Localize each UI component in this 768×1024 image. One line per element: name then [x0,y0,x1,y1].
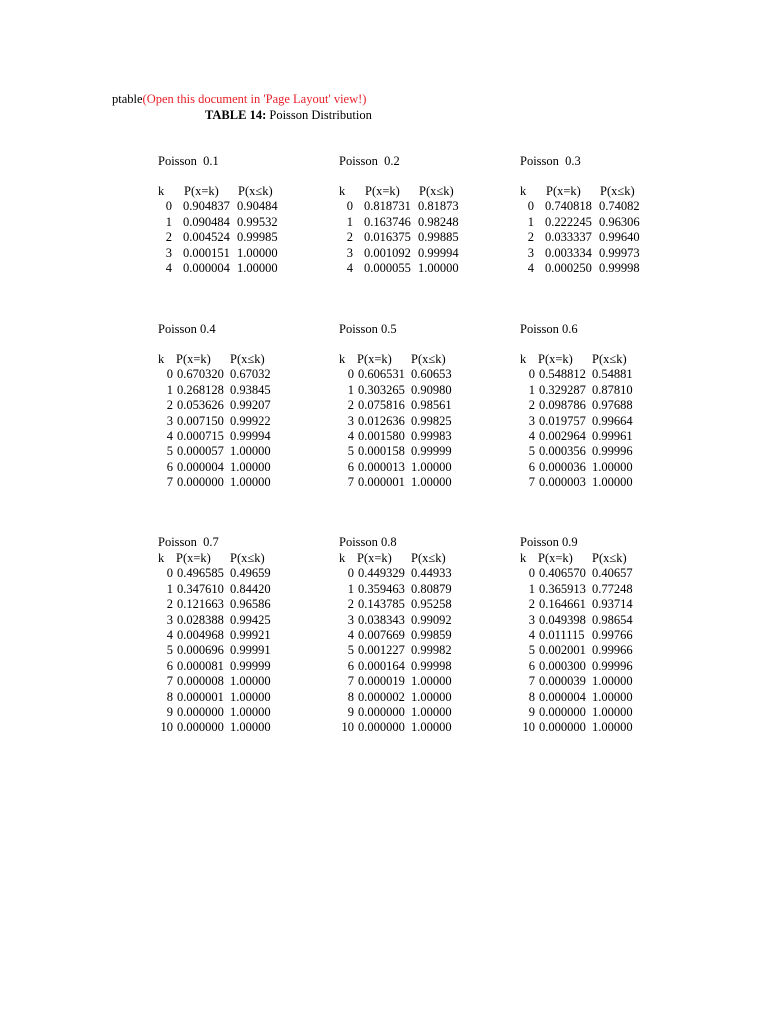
cell-cdf: 1.00000 [418,260,459,275]
cell-pmf: 0.033337 [545,230,592,245]
cell-pmf: 0.090484 [183,214,230,229]
block-title: Poisson 0.2 [339,154,400,168]
cell-pmf: 0.075816 [358,398,405,413]
cell-pmf: 0.002001 [539,643,586,658]
block-title: Poisson 0.6 [520,322,578,336]
cell-pmf: 0.818731 [364,199,411,214]
cell-pmf: 0.000013 [358,459,405,474]
cell-k: 1 [346,214,353,229]
cell-k: 4 [347,627,354,642]
cell-cdf: 1.00000 [411,704,452,719]
cell-k: 1 [165,214,172,229]
cell-k: 0 [346,199,353,214]
cell-k: 6 [528,459,535,474]
cell-k: 10 [522,720,535,735]
cell-cdf: 0.99973 [599,245,640,260]
cell-k: 3 [347,612,354,627]
cell-k: 9 [347,704,354,719]
cell-k: 7 [166,475,173,490]
cell-k: 5 [166,643,173,658]
cell-pmf: 0.004968 [177,627,224,642]
col-header-k: k [158,184,165,198]
cell-k: 3 [166,413,173,428]
cell-cdf: 1.00000 [230,689,271,704]
cell-cdf: 0.99885 [418,230,459,245]
cell-k: 10 [341,720,354,735]
col-header-pmf: P(x=k) [546,184,581,198]
cell-cdf: 0.99922 [230,413,271,428]
table-name: Poisson Distribution [266,108,372,122]
cell-pmf: 0.000039 [539,674,586,689]
cell-pmf: 0.000164 [358,658,405,673]
cell-pmf: 0.000696 [177,643,224,658]
cell-pmf: 0.003334 [545,245,592,260]
cell-k: 9 [166,704,173,719]
cell-cdf: 1.00000 [230,704,271,719]
cell-k: 7 [528,475,535,490]
cell-k: 3 [528,413,535,428]
cell-k: 4 [166,428,173,443]
col-header-cdf: P(x≤k) [592,551,627,565]
cell-k: 1 [527,214,534,229]
cell-cdf: 0.93845 [230,382,271,397]
cell-pmf: 0.004524 [183,230,230,245]
col-header-k: k [158,551,165,565]
cell-cdf: 1.00000 [411,674,452,689]
cell-k: 4 [166,627,173,642]
cell-cdf: 0.49659 [230,566,271,581]
cell-cdf: 1.00000 [411,459,452,474]
cell-pmf: 0.000057 [177,444,224,459]
cell-cdf: 0.99966 [592,643,633,658]
cell-k: 0 [347,566,354,581]
cell-cdf: 0.99825 [411,413,452,428]
cell-k: 0 [528,566,535,581]
block-title: Poisson 0.4 [158,322,216,336]
cell-k: 5 [347,643,354,658]
cell-cdf: 0.98248 [418,214,459,229]
cell-cdf: 0.99766 [592,627,633,642]
cell-pmf: 0.000004 [177,459,224,474]
cell-cdf: 1.00000 [592,674,633,689]
cell-pmf: 0.038343 [358,612,405,627]
cell-k: 4 [528,428,535,443]
cell-k: 2 [347,398,354,413]
document-header [112,92,366,107]
cell-cdf: 0.84420 [230,581,271,596]
col-header-pmf: P(x=k) [365,184,400,198]
cell-pmf: 0.000158 [358,444,405,459]
cell-pmf: 0.000000 [539,720,586,735]
cell-cdf: 0.95258 [411,597,452,612]
cell-pmf: 0.365913 [539,581,586,596]
block-title: Poisson 0.9 [520,535,578,549]
cell-k: 0 [347,367,354,382]
cell-pmf: 0.904837 [183,199,230,214]
col-header-pmf: P(x=k) [184,184,219,198]
cell-cdf: 0.99996 [592,658,633,673]
cell-pmf: 0.606531 [358,367,405,382]
cell-cdf: 0.99994 [418,245,459,260]
cell-pmf: 0.001092 [364,245,411,260]
cell-k: 7 [528,674,535,689]
cell-k: 2 [165,230,172,245]
col-header-k: k [339,184,346,198]
cell-cdf: 1.00000 [592,475,633,490]
cell-pmf: 0.268128 [177,382,224,397]
cell-pmf: 0.000356 [539,444,586,459]
cell-pmf: 0.007669 [358,627,405,642]
cell-pmf: 0.303265 [358,382,405,397]
cell-pmf: 0.053626 [177,398,224,413]
cell-k: 6 [347,459,354,474]
cell-k: 8 [347,689,354,704]
col-header-cdf: P(x≤k) [592,352,627,366]
cell-cdf: 1.00000 [230,459,271,474]
cell-k: 2 [166,597,173,612]
col-header-cdf: P(x≤k) [419,184,454,198]
cell-pmf: 0.001580 [358,428,405,443]
cell-pmf: 0.000003 [539,475,586,490]
cell-pmf: 0.000000 [177,475,224,490]
cell-pmf: 0.011115 [539,627,585,642]
cell-cdf: 1.00000 [230,444,271,459]
block-title: Poisson 0.8 [339,535,397,549]
block-title: Poisson 0.7 [158,535,219,549]
cell-k: 0 [165,199,172,214]
cell-cdf: 1.00000 [230,720,271,735]
cell-k: 5 [166,444,173,459]
cell-cdf: 0.81873 [418,199,459,214]
cell-k: 0 [527,199,534,214]
cell-k: 1 [166,581,173,596]
col-header-cdf: P(x≤k) [411,352,446,366]
cell-k: 10 [160,720,173,735]
cell-pmf: 0.496585 [177,566,224,581]
cell-k: 3 [165,245,172,260]
cell-k: 6 [166,459,173,474]
cell-pmf: 0.007150 [177,413,224,428]
block-title: Poisson 0.1 [158,154,219,168]
cell-cdf: 0.90484 [237,199,278,214]
cell-k: 4 [165,260,172,275]
cell-cdf: 0.99207 [230,398,271,413]
cell-pmf: 0.000300 [539,658,586,673]
cell-cdf: 0.44933 [411,566,452,581]
cell-cdf: 0.99961 [592,428,633,443]
cell-pmf: 0.000036 [539,459,586,474]
cell-k: 1 [347,382,354,397]
cell-cdf: 0.98654 [592,612,633,627]
cell-cdf: 0.99996 [592,444,633,459]
col-header-k: k [339,551,346,565]
cell-k: 0 [166,566,173,581]
col-header-cdf: P(x≤k) [238,184,273,198]
cell-cdf: 0.99994 [230,428,271,443]
cell-k: 3 [346,245,353,260]
table-title [205,108,372,123]
cell-cdf: 1.00000 [230,674,271,689]
cell-pmf: 0.000001 [358,475,405,490]
cell-k: 7 [166,674,173,689]
col-header-cdf: P(x≤k) [230,352,265,366]
col-header-pmf: P(x=k) [538,551,573,565]
cell-cdf: 0.99921 [230,627,271,642]
cell-pmf: 0.000081 [177,658,224,673]
cell-k: 2 [528,398,535,413]
cell-k: 2 [528,597,535,612]
cell-k: 9 [528,704,535,719]
cell-pmf: 0.449329 [358,566,405,581]
cell-k: 3 [347,413,354,428]
col-header-k: k [520,184,527,198]
cell-cdf: 0.80879 [411,581,452,596]
cell-pmf: 0.670320 [177,367,224,382]
col-header-pmf: P(x=k) [538,352,573,366]
table-label: TABLE 14: [205,108,267,122]
col-header-cdf: P(x≤k) [600,184,635,198]
cell-pmf: 0.164661 [539,597,586,612]
cell-pmf: 0.000000 [539,704,586,719]
cell-pmf: 0.000151 [183,245,230,260]
cell-pmf: 0.049398 [539,612,586,627]
cell-cdf: 0.40657 [592,566,633,581]
cell-cdf: 0.96586 [230,597,271,612]
cell-cdf: 0.87810 [592,382,633,397]
cell-cdf: 1.00000 [411,689,452,704]
cell-pmf: 0.000008 [177,674,224,689]
cell-cdf: 0.98561 [411,398,452,413]
cell-k: 7 [347,674,354,689]
cell-k: 3 [527,245,534,260]
cell-pmf: 0.406570 [539,566,586,581]
cell-cdf: 1.00000 [237,260,278,275]
cell-k: 3 [166,612,173,627]
cell-pmf: 0.001227 [358,643,405,658]
cell-pmf: 0.028388 [177,612,224,627]
cell-cdf: 0.99640 [599,230,640,245]
cell-cdf: 0.74082 [599,199,640,214]
cell-cdf: 1.00000 [230,475,271,490]
col-header-k: k [520,352,527,366]
cell-k: 4 [528,627,535,642]
cell-k: 6 [166,658,173,673]
cell-cdf: 0.99998 [599,260,640,275]
cell-cdf: 0.99999 [230,658,271,673]
cell-cdf: 0.99532 [237,214,278,229]
cell-pmf: 0.000019 [358,674,405,689]
cell-pmf: 0.740818 [545,199,592,214]
cell-k: 8 [166,689,173,704]
cell-pmf: 0.143785 [358,597,405,612]
cell-pmf: 0.002964 [539,428,586,443]
cell-cdf: 0.77248 [592,581,633,596]
cell-pmf: 0.163746 [364,214,411,229]
cell-pmf: 0.000001 [177,689,224,704]
cell-k: 6 [528,658,535,673]
col-header-cdf: P(x≤k) [411,551,446,565]
cell-cdf: 0.93714 [592,597,633,612]
col-header-cdf: P(x≤k) [230,551,265,565]
cell-k: 2 [347,597,354,612]
col-header-pmf: P(x=k) [176,352,211,366]
col-header-k: k [158,352,165,366]
cell-pmf: 0.000000 [177,704,224,719]
cell-cdf: 1.00000 [411,475,452,490]
cell-cdf: 0.97688 [592,398,633,413]
cell-k: 1 [166,382,173,397]
cell-k: 8 [528,689,535,704]
cell-k: 6 [347,658,354,673]
cell-pmf: 0.098786 [539,398,586,413]
cell-pmf: 0.000004 [539,689,586,704]
cell-cdf: 0.99999 [411,444,452,459]
block-title: Poisson 0.3 [520,154,581,168]
cell-k: 1 [347,581,354,596]
cell-cdf: 0.54881 [592,367,633,382]
col-header-pmf: P(x=k) [357,551,392,565]
cell-k: 1 [528,581,535,596]
cell-k: 1 [528,382,535,397]
cell-cdf: 0.60653 [411,367,452,382]
cell-pmf: 0.000250 [545,260,592,275]
cell-pmf: 0.000002 [358,689,405,704]
cell-pmf: 0.000055 [364,260,411,275]
cell-cdf: 1.00000 [592,459,633,474]
cell-k: 5 [347,444,354,459]
cell-k: 7 [347,475,354,490]
block-title: Poisson 0.5 [339,322,397,336]
cell-pmf: 0.347610 [177,581,224,596]
cell-cdf: 1.00000 [237,245,278,260]
cell-cdf: 0.99998 [411,658,452,673]
cell-k: 4 [346,260,353,275]
view-note: (Open this document in 'Page Layout' view!) [142,92,367,106]
cell-cdf: 1.00000 [592,720,633,735]
cell-pmf: 0.359463 [358,581,405,596]
cell-pmf: 0.222245 [545,214,592,229]
cell-pmf: 0.000715 [177,428,224,443]
cell-cdf: 0.99425 [230,612,271,627]
cell-k: 3 [528,612,535,627]
cell-cdf: 0.90980 [411,382,452,397]
cell-k: 2 [346,230,353,245]
cell-cdf: 0.99985 [237,230,278,245]
cell-k: 2 [527,230,534,245]
cell-k: 4 [347,428,354,443]
cell-pmf: 0.000004 [183,260,230,275]
cell-pmf: 0.012636 [358,413,405,428]
cell-k: 4 [527,260,534,275]
cell-pmf: 0.019757 [539,413,586,428]
cell-cdf: 0.99991 [230,643,271,658]
cell-cdf: 0.99664 [592,413,633,428]
cell-pmf: 0.121663 [177,597,224,612]
cell-pmf: 0.000000 [358,720,405,735]
cell-pmf: 0.000000 [177,720,224,735]
cell-cdf: 1.00000 [592,689,633,704]
col-header-k: k [520,551,527,565]
cell-k: 5 [528,643,535,658]
cell-cdf: 0.99092 [411,612,452,627]
cell-cdf: 0.99859 [411,627,452,642]
cell-cdf: 1.00000 [411,720,452,735]
sheet-name: ptable [112,92,143,106]
cell-cdf: 0.96306 [599,214,640,229]
cell-cdf: 0.99982 [411,643,452,658]
cell-pmf: 0.329287 [539,382,586,397]
col-header-pmf: P(x=k) [176,551,211,565]
cell-pmf: 0.548812 [539,367,586,382]
cell-pmf: 0.016375 [364,230,411,245]
cell-cdf: 1.00000 [592,704,633,719]
cell-cdf: 0.99983 [411,428,452,443]
cell-cdf: 0.67032 [230,367,271,382]
cell-k: 5 [528,444,535,459]
cell-k: 0 [166,367,173,382]
cell-pmf: 0.000000 [358,704,405,719]
cell-k: 2 [166,398,173,413]
cell-k: 0 [528,367,535,382]
col-header-pmf: P(x=k) [357,352,392,366]
col-header-k: k [339,352,346,366]
